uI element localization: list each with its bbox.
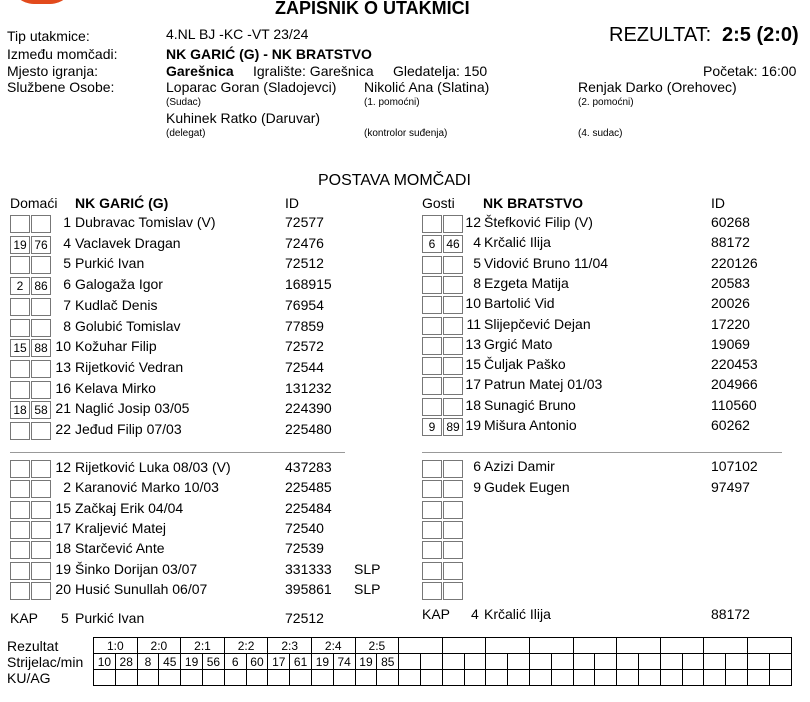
away-player-id: 88172 [711,234,750,251]
away-minute-box [422,296,442,314]
home-player-name: Golubić Tomislav [75,317,181,334]
home-captain-id: 72512 [285,610,324,626]
score-table [93,637,792,686]
lineup-title: POSTAVA MOMČADI [318,172,471,189]
away-player-name: Sunagić Bruno [484,396,576,413]
result-value: 2:5 (2:0) [722,24,799,46]
scorer-cell [747,654,769,670]
away-player-name: Vidović Bruno 11/04 [484,254,609,271]
home-player-name: Kelava Mirko [75,379,156,396]
scorer-cell [529,654,551,670]
home-player-number: 13 [55,358,71,375]
home-minute-box [10,256,30,274]
pom1-name: Nikolić Ana (Slatina) [364,79,490,95]
home-player-name: Jeđud Filip 07/03 [75,421,182,437]
home-sub-number: 2 [63,479,71,496]
scorer-cell: 74 [333,654,355,670]
score-cell: 1:0 [94,638,138,654]
away-minute-box [422,215,442,233]
home-player-id: 131232 [285,379,332,396]
away-sub-box [422,562,442,580]
home-player-id: 225480 [285,421,332,437]
scorer-cell [769,654,791,670]
scorer-cell: 85 [377,654,399,670]
home-player-number: 10 [55,338,71,355]
pom2-name: Renjak Darko (Orehovec) [578,79,737,95]
score-cell [529,638,573,654]
delegat-role: (delegat) [166,128,206,139]
izmedju-value: NK GARIĆ (G) - NK BRATSTVO [166,46,372,62]
home-sub-id: 395861 [285,580,332,597]
kuag-cell [290,670,312,686]
home-sub-name: Rijetković Luka 08/03 (V) [75,459,231,475]
score-cell: 2:5 [355,638,399,654]
home-player-name: Rijetković Vedran [75,358,184,375]
scorer-cell: 19 [181,654,203,670]
home-sub-number: 15 [55,499,71,516]
home-minute-box: 88 [31,339,51,357]
home-minute-box: 76 [31,236,51,254]
home-player-id: 72572 [285,338,324,355]
kuag-cell [420,670,442,686]
away-player-id: 20026 [711,295,750,312]
score-cell [442,638,486,654]
away-minute-box [422,256,442,274]
home-divider [10,452,345,453]
scorer-cell: 19 [311,654,333,670]
away-sub-number: 9 [473,478,481,495]
away-captain-id: 88172 [711,606,750,622]
away-player-name: Slijepčević Dejan [484,315,591,332]
scorer-cell: 17 [268,654,290,670]
away-player-number: 8 [473,274,481,291]
home-player-number: 16 [55,379,71,396]
home-sub-number: 19 [55,560,71,577]
scorer-cell: 61 [290,654,312,670]
home-player-id: 72544 [285,358,324,375]
away-player-name: Grgić Mato [484,335,553,352]
score-cell: 2:0 [137,638,181,654]
kuag-cell [399,670,421,686]
tip-label: Tip utakmice: [7,28,90,44]
home-sub-number: 12 [55,459,71,475]
scorer-cell [617,654,639,670]
scorer-cell [704,654,726,670]
sluzbene-label: Službene Osobe: [7,79,115,95]
home-minute-box: 2 [10,277,30,295]
strijelac-label: Strijelac/min [7,654,84,670]
scorer-cell [682,654,704,670]
kuag-cell [202,670,224,686]
away-player-number: 13 [465,335,481,352]
away-player-number: 11 [466,315,481,332]
home-player-id: 77859 [285,317,324,334]
kuag-cell [137,670,159,686]
home-player-id: 76954 [285,296,324,313]
away-minute-box [422,377,442,395]
score-cell: 2:4 [311,638,355,654]
delegat-name: Kuhinek Ratko (Daruvar) [166,110,321,126]
home-sub-name: Kraljević Matej [75,519,167,536]
kuag-cell [115,670,137,686]
sudac4-role: (4. sudac) [578,128,623,139]
kuag-cell [333,670,355,686]
home-player-number: 7 [63,296,71,313]
scorer-cell: 10 [94,654,116,670]
page-title: ZAPISNIK O UTAKMICI [275,0,470,18]
kuag-cell [726,670,748,686]
pom1-role: (1. pomoćni) [364,97,420,108]
home-minute-box [10,319,30,337]
home-minute-box: 58 [31,401,51,419]
gledatelja: Gledatelja: 150 [393,63,488,79]
home-player-number: 1 [63,214,71,230]
away-player-name: Ezgeta Matija [484,274,569,291]
away-captain-num: 4 [471,606,479,622]
kuag-cell [551,670,573,686]
home-player-id: 72512 [285,255,324,272]
home-label: Domaći [10,195,58,211]
kuag-cell [224,670,246,686]
rezultat-label: Rezultat [7,638,59,654]
home-sub-box [10,541,30,559]
kuag-cell [181,670,203,686]
home-player-name: Kožuhar Filip [75,338,157,355]
kuag-cell [638,670,660,686]
score-cell [704,638,748,654]
away-player-name: Patrun Matej 01/03 [484,376,603,393]
away-sub-box [443,501,463,519]
away-player-id: 20583 [711,274,750,291]
home-sub-name: Starčević Ante [75,540,165,557]
scorer-cell: 60 [246,654,268,670]
scorer-cell: 28 [115,654,137,670]
away-divider [422,452,782,453]
kuag-cell [268,670,290,686]
score-cell [573,638,617,654]
home-sub-number: 18 [55,540,71,557]
kuag-cell [617,670,639,686]
kuag-label: KU/AG [7,670,51,686]
home-player-number: 8 [63,317,71,334]
result-label: REZULTAT: [609,24,712,46]
scorer-cell [508,654,530,670]
away-player-id: 204966 [711,376,758,393]
sudac-role: (Sudac) [166,97,202,108]
kuag-cell [682,670,704,686]
tip-value: 4.NL BJ -KC -VT 23/24 [166,26,309,42]
home-captain-label: KAP [10,610,39,626]
kuag-cell [769,670,791,686]
away-player-id: 110560 [711,396,757,413]
home-team: NK GARIĆ (G) [75,195,169,211]
kuag-cell [704,670,726,686]
home-player-id: 224390 [285,400,332,417]
kuag-cell [486,670,508,686]
home-sub-name: Začkaj Erik 04/04 [75,499,184,516]
away-player-number: 5 [473,254,481,271]
away-minute-box: 46 [443,235,463,253]
away-player-name: Štefković Filip (V) [484,214,593,230]
kuag-cell [442,670,464,686]
away-player-number: 17 [465,376,481,393]
home-sub-number: 20 [55,580,71,597]
home-player-name: Galogaža Igor [75,276,163,293]
scorer-cell [442,654,464,670]
scorer-cell: 45 [159,654,181,670]
away-player-name: Mišura Antonio [484,417,577,433]
home-minute-box: 15 [10,339,30,357]
away-minute-box: 6 [422,235,442,253]
scorer-cell: 19 [355,654,377,670]
home-sub-id: 72539 [285,540,324,557]
pom2-role: (2. pomoćni) [578,97,634,108]
kuag-cell [660,670,682,686]
home-player-id: 72577 [285,214,324,230]
scorer-cell [726,654,748,670]
home-player-number: 21 [55,400,71,417]
away-player-id: 220126 [711,254,758,271]
scorer-cell [464,654,486,670]
home-sub-number: 17 [55,519,71,536]
away-sub-number: 6 [473,458,481,474]
home-sub-id: 72540 [285,519,324,536]
home-player-number: 6 [63,276,71,293]
away-minute-box [422,337,442,355]
away-sub-box [422,521,442,539]
home-sub-id: 225484 [285,499,332,516]
home-sub-id: 331333 [285,560,332,577]
away-sub-id: 107102 [711,458,758,474]
kontrolor-role: (kontrolor suđenja) [364,128,448,139]
scorer-cell [573,654,595,670]
home-player-name: Kudlač Denis [75,296,158,313]
away-minute-box: 89 [443,418,463,436]
score-cell [399,638,443,654]
home-minute-box: 18 [10,401,30,419]
home-sub-box [10,460,30,478]
away-sub-box [422,480,442,498]
scorer-cell: 6 [224,654,246,670]
home-minute-box: 86 [31,277,51,295]
home-sub-box [10,501,30,519]
scorer-cell [638,654,660,670]
away-sub-box [443,582,463,600]
izmedju-label: Između momčadi: [7,46,118,62]
score-cell [747,638,791,654]
scorer-cell [551,654,573,670]
kuag-cell [573,670,595,686]
away-player-name: Bartolić Vid [484,295,555,312]
home-player-name: Vaclavek Dragan [75,234,181,251]
home-sub-box [10,582,30,600]
logo [10,0,74,4]
scorer-cell [420,654,442,670]
away-minute-box [422,357,442,375]
sudac-name: Loparac Goran (Sladojevci) [166,79,337,95]
scorer-cell: 56 [202,654,224,670]
kuag-cell [355,670,377,686]
away-player-name: Čuljak Paško [484,356,566,373]
home-player-name: Dubravac Tomislav (V) [75,214,216,230]
kuag-cell [595,670,617,686]
home-sub-box [10,521,30,539]
scorer-cell [660,654,682,670]
away-sub-box [443,541,463,559]
away-player-number: 19 [465,417,481,433]
home-minute-box [10,215,30,233]
home-sub-name: Šinko Dorijan 03/07 [75,560,198,577]
away-player-number: 18 [465,396,481,413]
kuag-cell [747,670,769,686]
away-captain-label: KAP [422,606,451,622]
home-captain-name: Purkić Ivan [75,610,145,626]
home-sub-id: 225485 [285,479,332,496]
home-player-number: 22 [55,421,71,437]
home-player-name: Purkić Ivan [75,255,145,272]
away-sub-box [443,521,463,539]
home-minute-box [10,360,30,378]
home-minute-box [10,381,30,399]
mjesto-value: Garešnica [166,63,234,79]
kuag-cell [311,670,333,686]
igraliste: Igralište: Garešnica [253,63,374,79]
score-cell: 2:2 [224,638,268,654]
home-sub-name: Karanović Marko 10/03 [75,479,219,496]
home-sub-name: Husić Sunullah 06/07 [75,580,208,597]
score-cell [486,638,530,654]
away-player-id: 17220 [711,315,750,332]
away-label: Gosti [422,195,455,211]
away-player-number: 15 [465,356,481,373]
home-sub-flag: SLP [354,560,381,577]
away-sub-box [422,460,442,478]
home-player-number: 5 [63,255,71,272]
score-cell [617,638,661,654]
scorer-cell [595,654,617,670]
away-captain-name: Krčalić Ilija [484,606,551,622]
away-player-id: 60262 [711,417,750,433]
kuag-cell [508,670,530,686]
away-player-number: 10 [465,295,481,312]
kuag-cell [94,670,116,686]
away-sub-box [422,501,442,519]
away-minute-box [422,276,442,294]
scorer-cell [399,654,421,670]
away-player-name: Krčalić Ilija [484,234,551,251]
home-player-number: 4 [63,234,71,251]
away-player-number: 4 [473,234,481,251]
home-sub-id: 437283 [285,459,332,475]
away-team: NK BRATSTVO [483,195,584,211]
home-captain-num: 5 [61,610,69,626]
scorer-cell: 8 [137,654,159,670]
home-minute-box [10,298,30,316]
score-cell: 2:3 [268,638,312,654]
home-player-id: 168915 [285,276,332,293]
away-player-id: 220453 [711,356,758,373]
scorer-cell [486,654,508,670]
away-player-id: 19069 [711,335,750,352]
away-sub-name: Gudek Eugen [484,478,570,495]
score-cell: 2:1 [181,638,225,654]
away-sub-box [422,582,442,600]
kuag-cell [246,670,268,686]
away-id-header: ID [711,195,725,211]
mjesto-label: Mjesto igranja: [7,63,99,79]
home-player-name: Naglić Josip 03/05 [75,400,190,417]
away-sub-id: 97497 [711,478,750,495]
score-cell [660,638,704,654]
away-sub-box [443,562,463,580]
home-sub-flag: SLP [354,580,381,597]
away-minute-box: 9 [422,418,442,436]
kuag-cell [464,670,486,686]
home-player-id: 72476 [285,234,324,251]
home-sub-box [10,562,30,580]
away-player-number: 12 [465,214,481,230]
home-sub-box [10,480,30,498]
away-sub-box [422,541,442,559]
away-sub-name: Azizi Damir [484,458,555,474]
pocetak: Početak: 16:00 [703,63,797,79]
home-minute-box: 19 [10,236,30,254]
home-minute-box [10,422,30,440]
home-id-header: ID [285,195,299,211]
kuag-cell [377,670,399,686]
away-minute-box [422,398,442,416]
away-minute-box [422,317,442,335]
kuag-cell [529,670,551,686]
kuag-cell [159,670,181,686]
away-player-id: 60268 [711,214,750,230]
